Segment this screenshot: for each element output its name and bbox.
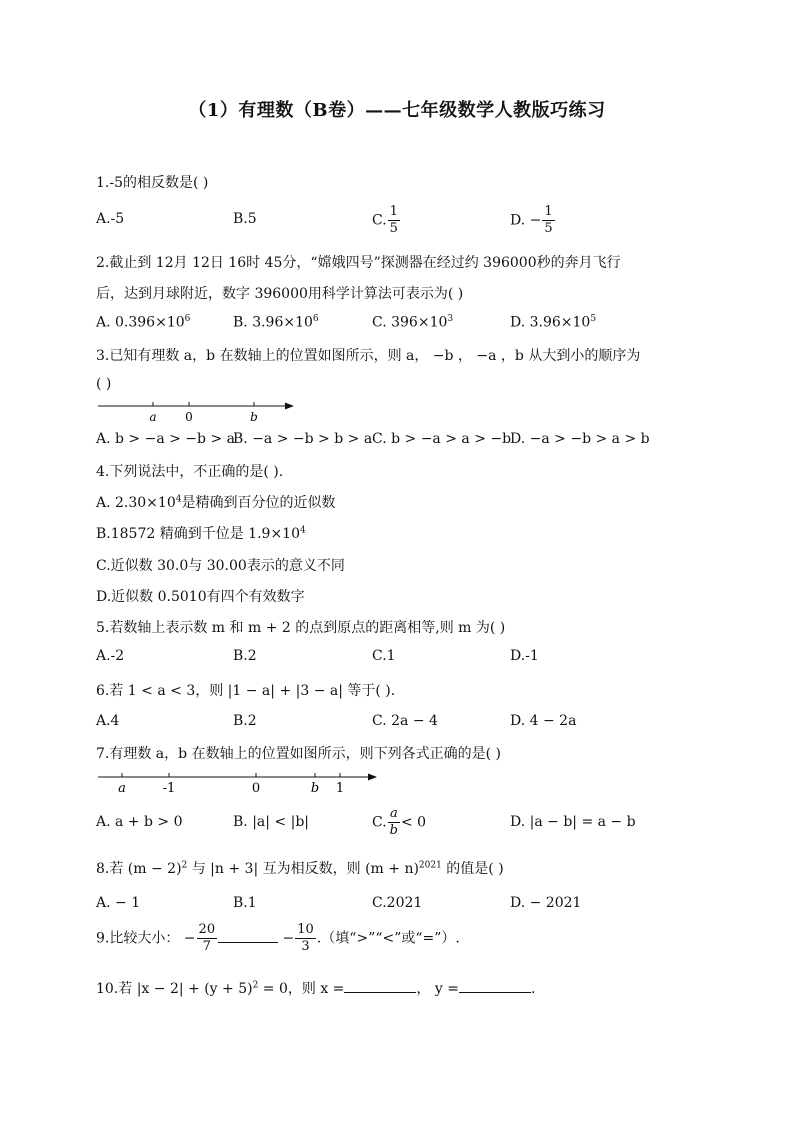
q2-option-a: A. $0.396\times 10^6$ [96, 314, 191, 331]
question-3-stem-line-1: 3.已知有理数 a，b 在数轴上的位置如图所示，则 a， −b ， −a ，b 从大到小的顺序为 [96, 348, 641, 364]
answer-blank-y[interactable] [459, 992, 531, 993]
fraction: $\frac{a}{b}$ [389, 806, 398, 838]
axis-label-0: 0 [251, 781, 261, 796]
q5-option-c: C.1 [372, 648, 396, 664]
answer-blank-x[interactable] [344, 992, 416, 993]
question-9-stem: 9.比较大小： − $\frac{20}{7}$ − $\frac{10}{3}$ .（填“>”“<”或“=”）. [96, 922, 460, 954]
axis-label-b: b [250, 410, 258, 424]
q7-option-d: D. |a − b| = a − b [510, 814, 636, 830]
q3-option-b: B. −a > −b > b > a [233, 431, 373, 447]
q3-option-c: C. b > −a > a > −b [372, 431, 512, 447]
q6-option-b: B.2 [233, 713, 257, 729]
question-2-stem-line-2: 后，达到月球附近，数字 396000用科学计算法可表示为( ) [96, 286, 464, 302]
q4-option-c: C.近似数 30.0与 30.00表示的意义不同 [96, 558, 345, 574]
q8-option-c: C.2021 [372, 895, 423, 911]
q4-option-d: D.近似数 0.5010有四个有效数字 [96, 589, 305, 605]
q2-option-b: B. $3.96\times 10^6$ [233, 314, 319, 331]
fraction: $\frac{20}{7}$ [198, 922, 216, 954]
question-4-stem: 4.下列说法中，不正确的是( ). [96, 464, 284, 480]
q8-option-a: A. − 1 [96, 895, 141, 911]
q5-option-b: B.2 [233, 648, 257, 664]
axis-label-b: b [310, 781, 320, 796]
q6-option-a: A.4 [96, 713, 120, 729]
number-line-q3 [96, 396, 306, 430]
q2-option-d: D. $3.96\times 10^5$ [510, 314, 597, 331]
q5-option-a: A.-2 [96, 648, 125, 664]
question-10-stem: 10.若 $|x - 2| + (y + 5)^2 = 0$，则 x = ， y = . [96, 980, 536, 997]
number-line-q7 [96, 768, 386, 802]
question-6-stem: 6.若 1 < a < 3，则 |1 − a| + |3 − a| 等于( ). [96, 683, 396, 699]
fraction: $\frac{1}{5}$ [389, 204, 398, 236]
axis-label-0: 0 [185, 410, 193, 424]
question-1-stem: 1.-5的相反数是( ) [96, 175, 209, 191]
axis-label-minus-1: -1 [162, 781, 176, 796]
q4-option-b: B.18572 精确到千位是 $1.9\times 10^4$ [96, 525, 306, 542]
fraction: $\frac{1}{5}$ [544, 204, 553, 236]
q4-option-a: A. $2.30\times 10^4$是精确到百分位的近似数 [96, 494, 336, 511]
q2-option-c: C. $396\times 10^3$ [372, 314, 454, 331]
q7-option-a: A. a + b > 0 [96, 814, 183, 830]
q8-option-b: B.1 [233, 895, 257, 911]
q7-option-b: B. |a| < |b| [233, 814, 309, 830]
q6-option-d: D. 4 − 2a [510, 713, 577, 729]
answer-blank[interactable] [218, 942, 278, 943]
question-7-stem: 7.有理数 a，b 在数轴上的位置如图所示，则下列各式正确的是( ) [96, 746, 501, 762]
q1-option-c: C. $\frac{1}{5}$ [372, 204, 398, 236]
axis-label-a: a [118, 781, 126, 796]
q3-option-a: A. b > −a > −b > a [96, 431, 235, 447]
q1-option-b: B.5 [233, 211, 257, 227]
q8-option-d: D. − 2021 [510, 895, 582, 911]
page-title: （1）有理数（B卷）——七年级数学人教版巧练习 [188, 100, 606, 121]
axis-label-1: 1 [335, 781, 345, 796]
q7-option-c: C. $\frac{a}{b}$ < 0 [372, 806, 427, 838]
question-8-stem: 8.若 $(m - 2)^2$ 与 |n + 3| 互为相反数，则 $(m + n)^{2021}$ 的值是( ) [96, 860, 504, 877]
axis-label-a: a [149, 410, 157, 424]
q5-option-d: D.-1 [510, 648, 539, 664]
q1-option-d: D. − $\frac{1}{5}$ [510, 204, 553, 236]
q3-option-d: D. −a > −b > a > b [510, 431, 650, 447]
fraction: $\frac{10}{3}$ [297, 922, 314, 954]
question-3-stem-line-2: ( ) [96, 376, 112, 392]
q6-option-c: C. 2a − 4 [372, 713, 438, 729]
q1-option-a: A.-5 [96, 211, 125, 227]
question-2-stem-line-1: 2.截止到 12月 12日 16时 45分，“嫦娥四号”探测器在经过约 396000秒的奔月飞行 [96, 255, 621, 271]
question-5-stem: 5.若数轴上表示数 m 和 m + 2 的点到原点的距离相等,则 m 为( ) [96, 620, 506, 636]
